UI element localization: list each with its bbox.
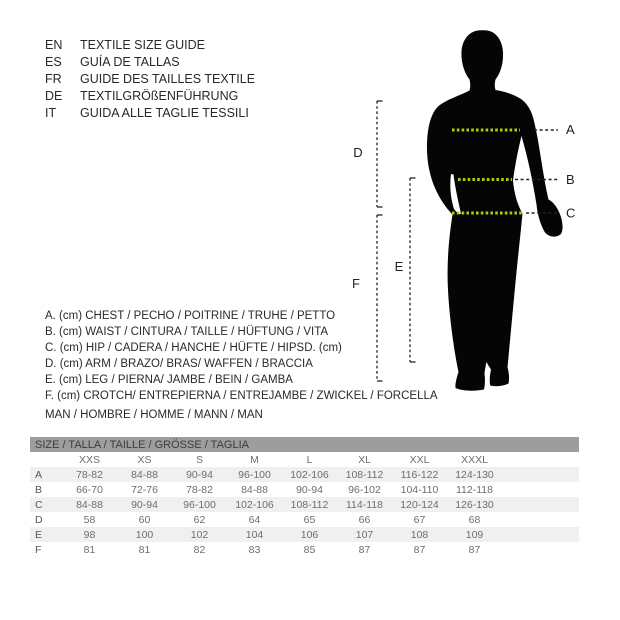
language-label: GUIDA ALLE TAGLIE TESSILI (80, 106, 249, 120)
language-code: FR (45, 72, 62, 86)
row-filler (502, 497, 579, 512)
value-cell: 90-94 (172, 467, 227, 482)
value-cell: 104 (227, 527, 282, 542)
value-cell: 104-110 (400, 483, 439, 496)
value-cell: 81 (83, 543, 96, 556)
value-cell: 102-106 (282, 467, 337, 482)
measurement-line: C. (cm) HIP / CADERA / HANCHE / HÜFTE / HIPSD. (cm) (45, 342, 342, 354)
value-cell: 66-70 (76, 483, 103, 496)
value-cell: 85 (303, 543, 316, 556)
language-list (45, 37, 255, 122)
hip-letter-label: C (566, 205, 576, 221)
value-cell: 106 (282, 527, 337, 542)
size-header-row (30, 452, 579, 467)
value-cell: 72-76 (131, 483, 158, 496)
size-table-body (30, 437, 579, 557)
row-filler (502, 512, 579, 527)
value-cell: 64 (248, 513, 261, 526)
row-label: B (35, 483, 43, 496)
arm-dimension-ticks (377, 101, 383, 207)
man-silhouette (427, 30, 563, 390)
crotch-letter-label: F (352, 276, 360, 291)
value-cell: 90-94 (296, 483, 323, 496)
table-row (30, 467, 579, 482)
value-cell: 107 (337, 527, 392, 542)
value-cell: 102-106 (227, 497, 282, 512)
size-header-cell: S (195, 453, 203, 466)
language-code: IT (45, 106, 57, 120)
measurement-list (45, 308, 438, 404)
measurement-line: B. (cm) WAIST / CINTURA / TAILLE / HÜFTUNG / VITA (45, 326, 329, 338)
language-label: GUIDE DES TAILLES TEXTILE (80, 72, 256, 86)
value-cell: 100 (117, 527, 172, 542)
language-code: DE (45, 89, 63, 103)
value-cell: 116-122 (392, 467, 447, 482)
language-label: TEXTILE SIZE GUIDE (80, 38, 206, 52)
language-row (45, 54, 255, 71)
value-cell: 60 (138, 513, 151, 526)
value-cell: 126-130 (447, 497, 502, 512)
value-cell: 67 (413, 513, 426, 526)
value-cell: 108-112 (282, 497, 337, 512)
value-cell: 87 (413, 543, 426, 556)
size-table (30, 437, 579, 557)
value-cell: 108-112 (337, 467, 392, 482)
value-cell: 124-130 (447, 467, 502, 482)
value-cell: 84-88 (117, 467, 172, 482)
category-line: MAN / HOMBRE / HOMME / MANN / MAN (45, 409, 263, 421)
value-cell: 114-118 (337, 497, 392, 512)
size-header-cell: XXL (409, 453, 430, 466)
language-row (45, 105, 255, 122)
size-header-cell: XXXL (461, 453, 488, 466)
measurement-line: D. (cm) ARM / BRAZO/ BRAS/ WAFFEN / BRACCIA (45, 358, 313, 370)
measurement-line: A. (cm) CHEST / PECHO / POITRINE / TRUHE / PETTO (45, 310, 336, 322)
row-filler (502, 482, 579, 497)
value-cell: 65 (303, 513, 316, 526)
value-cell: 87 (468, 543, 481, 556)
language-code: ES (45, 55, 62, 69)
language-code: EN (45, 38, 63, 52)
row-filler (502, 452, 579, 467)
row-filler (502, 527, 579, 542)
value-cell: 62 (193, 513, 206, 526)
value-cell: 84-88 (62, 497, 117, 512)
table-row (30, 497, 579, 512)
value-cell: 90-94 (117, 497, 172, 512)
value-cell: 83 (248, 543, 261, 556)
size-header-cell: M (250, 453, 259, 466)
value-cell: 87 (358, 543, 371, 556)
value-cell: 120-124 (392, 497, 447, 512)
arm-letter-label: D (353, 145, 363, 160)
size-header-spacer (30, 452, 62, 467)
measurement-line: F. (cm) CROTCH/ ENTREPIERNA / ENTREJAMBE / ZWICKEL / FORCELLA (45, 390, 438, 402)
value-cell: 78-82 (62, 467, 117, 482)
value-cell: 102 (172, 527, 227, 542)
row-label: D (35, 513, 43, 526)
language-label: TEXTILGRÖßENFÜHRUNG (80, 89, 239, 103)
value-cell: 84-88 (241, 483, 268, 496)
value-cell: 66 (358, 513, 371, 526)
value-cell: 78-82 (186, 483, 213, 496)
row-filler (502, 542, 579, 557)
value-cell: 81 (138, 543, 151, 556)
chest-letter-label: A (566, 122, 575, 137)
table-row (30, 527, 579, 542)
value-cell: 108 (392, 527, 447, 542)
table-row (30, 542, 579, 557)
row-label: C (30, 497, 62, 512)
value-cell: 109 (447, 527, 502, 542)
language-row (45, 71, 255, 88)
value-cell: 112-118 (456, 483, 493, 496)
value-cell: 82 (193, 543, 206, 556)
value-cell: 58 (83, 513, 96, 526)
row-filler (502, 467, 579, 482)
waist-letter-label: B (566, 172, 575, 187)
table-row (30, 512, 579, 527)
size-table-title-row (30, 437, 579, 452)
row-label: E (30, 527, 62, 542)
value-cell: 68 (468, 513, 481, 526)
measurement-line: E. (cm) LEG / PIERNA/ JAMBE / BEIN / GAMBA (45, 374, 293, 386)
value-cell: 96-100 (172, 497, 227, 512)
size-header-cell: XXS (78, 453, 100, 466)
size-table-title: SIZE / TALLA / TAILLE / GRÖSSE / TAGLIA (30, 437, 579, 452)
leg-letter-label: E (394, 259, 404, 274)
value-cell: 98 (62, 527, 117, 542)
size-header-cell: XL (358, 453, 371, 466)
language-label: GUÍA DE TALLAS (80, 55, 180, 69)
value-cell: 96-102 (348, 483, 381, 496)
row-label: F (35, 543, 42, 556)
size-header-cell: L (306, 453, 313, 466)
language-row (45, 88, 255, 105)
value-cell: 96-100 (227, 467, 282, 482)
table-row (30, 482, 579, 497)
row-label: A (30, 467, 62, 482)
size-header-cell: XS (137, 453, 152, 466)
language-row (45, 37, 255, 54)
